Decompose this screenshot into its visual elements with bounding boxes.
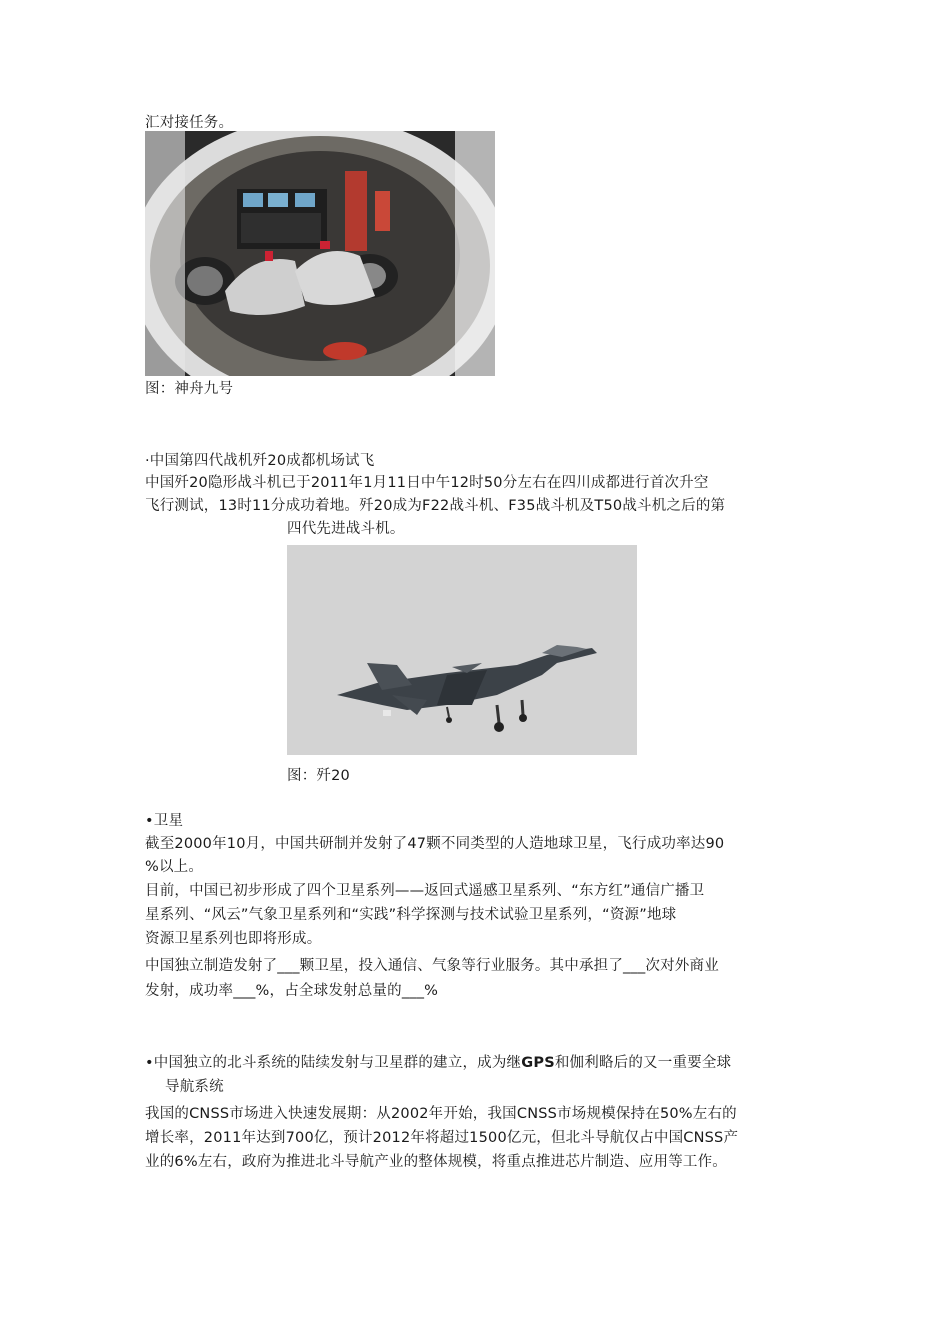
paragraph-line: 导航系统 bbox=[165, 1079, 224, 1095]
section-heading-j20: ·中国第四代战机歼20成都机场试飞 bbox=[145, 453, 375, 469]
shenzhou9-photo bbox=[145, 131, 495, 376]
paragraph-line: 发射，成功率___%，占全球发射总量的___% bbox=[145, 983, 439, 999]
text-line: 汇对接任务。 bbox=[145, 115, 234, 131]
gps-bold: GPS bbox=[521, 1055, 555, 1071]
paragraph-line: 中国独立制造发射了___颗卫星，投入通信、气象等行业服务。其中承担了___次对外商业 bbox=[145, 958, 719, 974]
paragraph-line: 飞行测试，13时11分成功着地。歼20成为F22战斗机、F35战斗机及T50战斗机之后的第 bbox=[145, 498, 726, 514]
paragraph-line: 中国歼20隐形战斗机已于2011年1月11日中午12时50分左右在四川成都进行首次升空 bbox=[145, 475, 709, 491]
paragraph-line: 我国的CNSS市场进入快速发展期：从2002年开始，我国CNSS市场规模保持在50%左右的 bbox=[145, 1106, 737, 1122]
heading-text: •中国独立的北斗系统的陆续发射与卫星群的建立，成为继 bbox=[145, 1055, 522, 1071]
paragraph-line: 四代先进战斗机。 bbox=[287, 521, 405, 537]
paragraph-line: 资源卫星系列也即将形成。 bbox=[145, 931, 322, 947]
paragraph-line: 星系列、“风云”气象卫星系列和“实践”科学探测与技术试验卫星系列，“资源”地球 bbox=[145, 907, 677, 923]
section-heading-satellite: •卫星 bbox=[145, 813, 184, 829]
caption-j20: 图：歼20 bbox=[287, 768, 350, 784]
heading-text: 和伽利略后的又一重要全球 bbox=[554, 1055, 732, 1071]
paragraph-line: 目前，中国已初步形成了四个卫星系列——返回式遥感卫星系列、“东方红”通信广播卫 bbox=[145, 883, 705, 899]
paragraph-line: 增长率，2011年达到700亿，预计2012年将超过1500亿元，但北斗导航仅占中国CNSS产 bbox=[145, 1130, 739, 1146]
paragraph-line: 业的6%左右，政府为推进北斗导航产业的整体规模，将重点推进芯片制造、应用等工作。 bbox=[145, 1154, 727, 1170]
paragraph-line: 截至2000年10月，中国共研制并发射了47颗不同类型的人造地球卫星，飞行成功率达90 bbox=[145, 836, 725, 852]
section-heading-beidou bbox=[145, 1052, 731, 1075]
caption-shenzhou9: 图：神舟九号 bbox=[145, 381, 234, 397]
paragraph-line: %以上。 bbox=[145, 859, 204, 875]
j20-photo bbox=[287, 545, 637, 755]
